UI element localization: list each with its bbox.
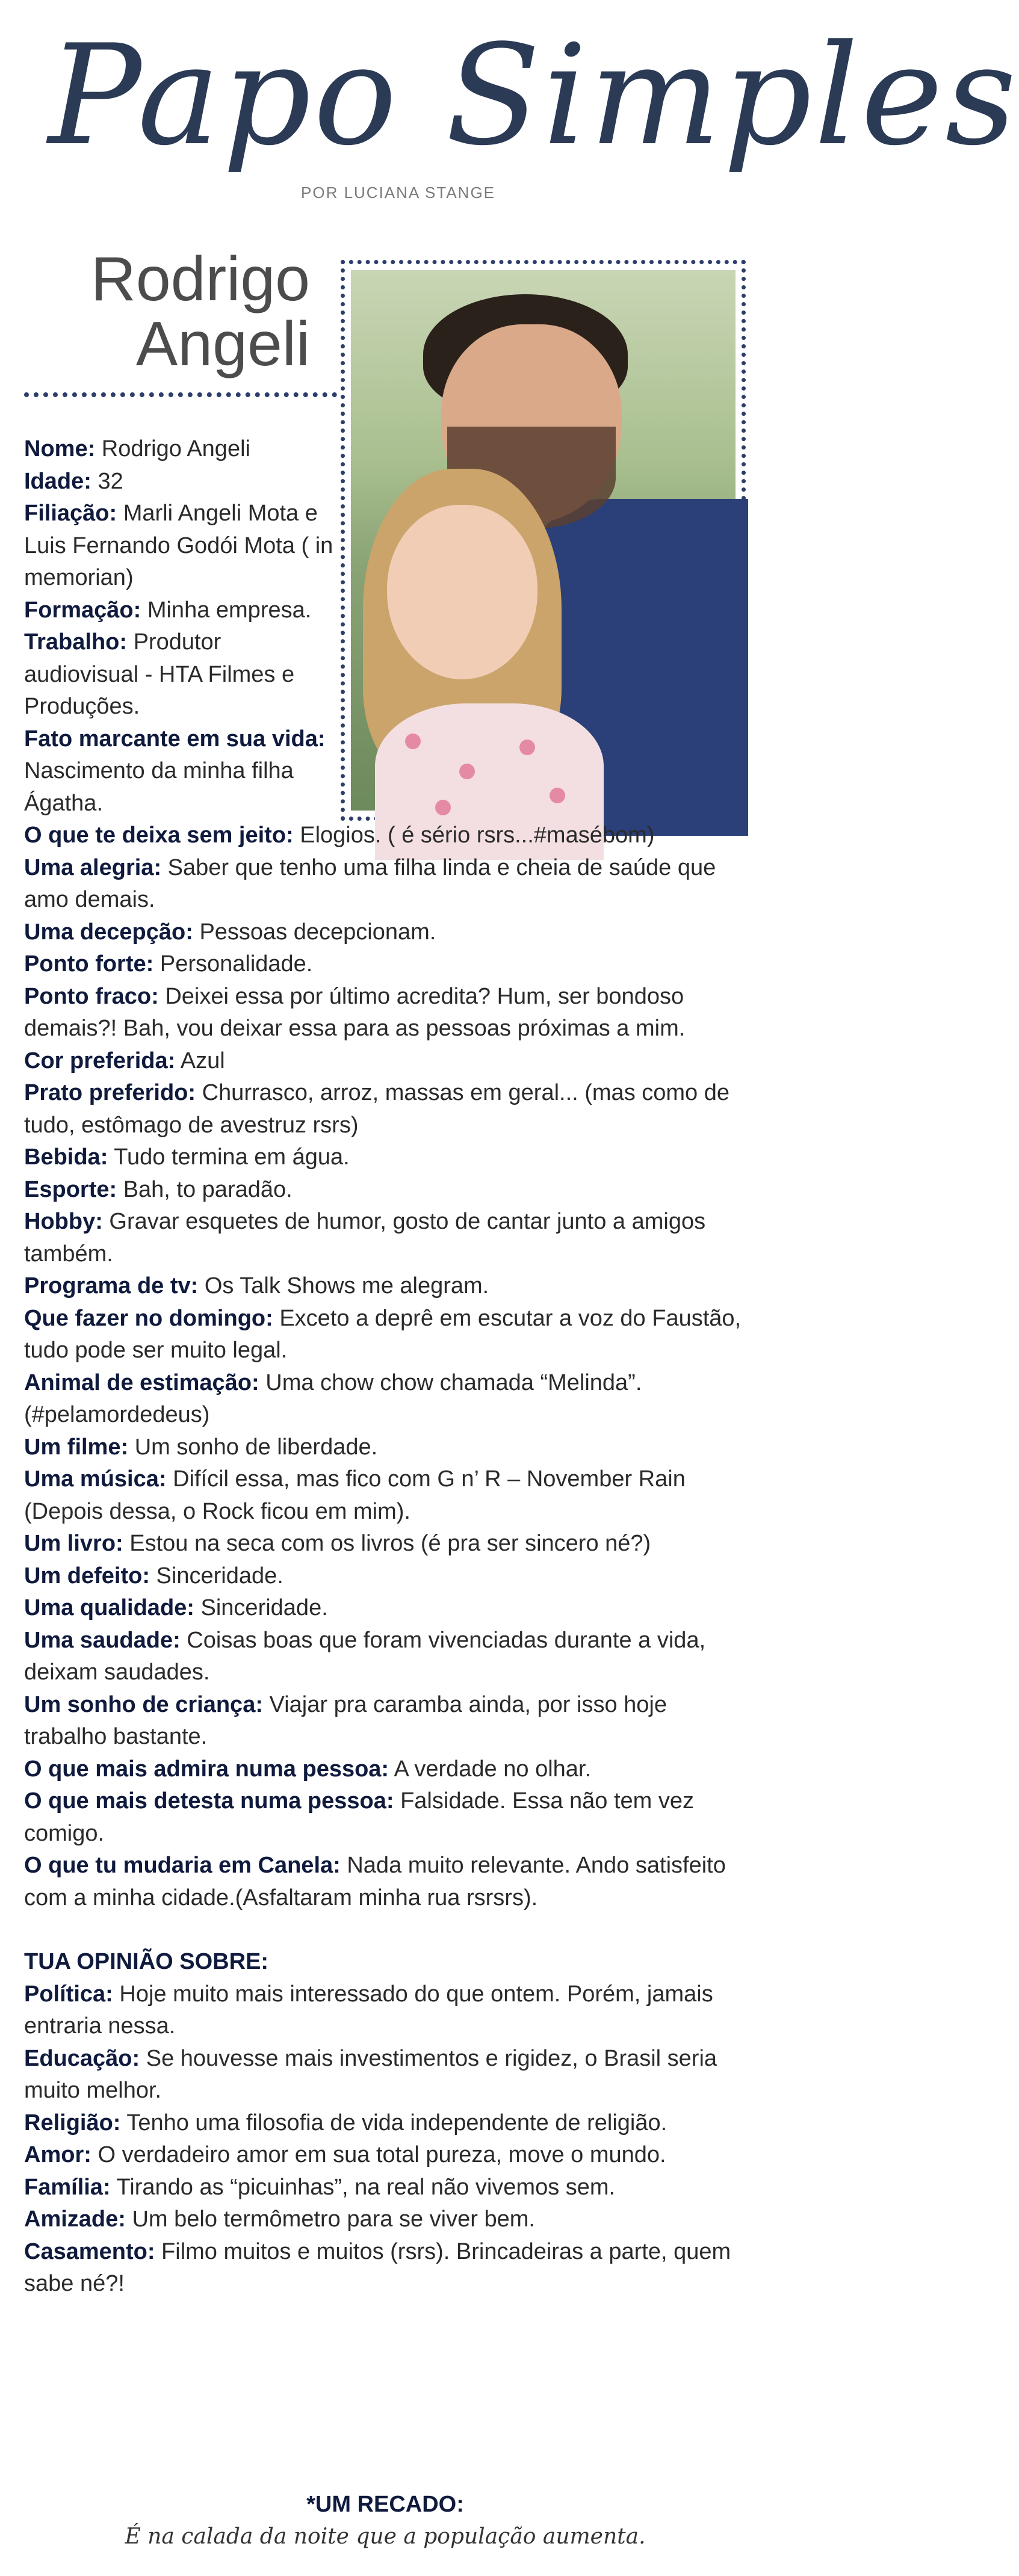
- field-value: Um belo termômetro para se viver bem.: [125, 2207, 535, 2232]
- field-label: Uma decepção:: [24, 919, 193, 945]
- field-value: Tudo termina em água.: [108, 1144, 350, 1170]
- field-row: [24, 1528, 746, 1560]
- field-label: Amizade:: [24, 2207, 126, 2232]
- field-label: Esporte:: [24, 1176, 117, 1202]
- name-divider: [24, 392, 337, 397]
- field-row: [24, 1141, 746, 1174]
- section-gap: [24, 1914, 746, 1946]
- field-label: O que mais admira numa pessoa:: [24, 1756, 389, 1782]
- message-text: É na calada da noite que a população aumenta.: [125, 2524, 646, 2549]
- field-value: Saber que tenho uma filha linda e cheia de saúde que amo demais.: [24, 854, 716, 912]
- field-label: Uma música:: [24, 1466, 167, 1492]
- field-row: [24, 916, 746, 949]
- field-label: Trabalho:: [24, 629, 128, 655]
- field-row: [24, 1174, 746, 1206]
- field-row: [24, 1625, 746, 1689]
- field-value: Falsidade. Essa não tem vez comigo.: [24, 1788, 695, 1846]
- field-row: [24, 1303, 746, 1367]
- field-value: Elogios. ( é sério rsrs...#masébom): [293, 823, 655, 848]
- message-title: *UM RECADO:: [306, 2492, 464, 2517]
- field-label: Uma saudade:: [24, 1627, 181, 1653]
- field-row: [24, 981, 746, 1045]
- field-row: [24, 2172, 746, 2204]
- field-row: [24, 466, 337, 498]
- field-label: Animal de estimação:: [24, 1370, 259, 1395]
- field-row: [24, 626, 337, 723]
- field-value: Pessoas decepcionam.: [193, 919, 436, 945]
- field-row: [24, 1785, 746, 1850]
- opinion-heading: TUA OPINIÃO SOBRE:: [24, 1949, 269, 1974]
- field-value: Produtor audiovisual - HTA Filmes e Produções.: [24, 629, 295, 719]
- field-value: Se houvesse mais investimentos e rigidez, o Brasil seria muito melhor.: [24, 2045, 717, 2103]
- field-value: Tirando as “picuinhas”, na real não vivemos sem.: [110, 2174, 616, 2200]
- field-row: [24, 948, 746, 981]
- field-label: Fato marcante em sua vida:: [24, 726, 326, 752]
- field-label: Ponto forte:: [24, 951, 154, 977]
- field-value: Filmo muitos e muitos (rsrs). Brincadeiras a parte, quem sabe né?!: [24, 2238, 731, 2296]
- field-label: Família:: [24, 2174, 111, 2200]
- field-label: Ponto fraco:: [24, 983, 159, 1009]
- field-value: Gravar esquetes de humor, gosto de cantar junto a amigos também.: [24, 1209, 706, 1267]
- field-value: Hoje muito mais interessado do que ontem. Porém, jamais entraria nessa.: [24, 1981, 713, 2039]
- field-label: Bebida:: [24, 1144, 108, 1170]
- field-row: [24, 1463, 746, 1528]
- opinion-fields: [24, 1978, 746, 2300]
- column-title: Papo Simples: [48, 16, 1019, 176]
- qa-fields: [24, 820, 746, 1914]
- field-value: Personalidade.: [153, 951, 313, 977]
- field-value: Deixei essa por último acredita? Hum, ser bondoso demais?! Bah, vou deixar essa para as pessoas próximas a mim.: [24, 983, 686, 1041]
- field-row: [24, 723, 337, 820]
- field-value: Nascimento da minha filha Ágatha.: [24, 758, 294, 816]
- field-value: Uma chow chow chamada “Melinda”. (#pelamordedeus): [24, 1370, 642, 1427]
- field-value: Exceto a deprê em escutar a voz do Faustão, tudo pode ser muito legal.: [24, 1305, 742, 1363]
- field-value: Sinceridade.: [194, 1595, 328, 1620]
- field-value: 32: [91, 468, 123, 494]
- field-row: [24, 1206, 746, 1270]
- field-label: Uma alegria:: [24, 854, 162, 880]
- field-label: Educação:: [24, 2045, 140, 2071]
- field-row: [24, 1850, 746, 1914]
- field-row: [24, 1592, 746, 1625]
- interview-body: [24, 433, 746, 2300]
- field-label: Amor:: [24, 2142, 91, 2167]
- field-label: O que mais detesta numa pessoa:: [24, 1788, 394, 1814]
- field-row: [24, 2043, 746, 2107]
- field-row: [24, 2236, 746, 2300]
- field-label: Um filme:: [24, 1434, 129, 1460]
- profile-fields: [24, 433, 337, 820]
- field-value: Viajar pra caramba ainda, por isso hoje trabalho bastante.: [24, 1691, 667, 1749]
- field-value: O verdadeiro amor em sua total pureza, move o mundo.: [91, 2142, 666, 2167]
- field-label: Um sonho de criança:: [24, 1691, 263, 1717]
- field-row: [24, 498, 337, 595]
- field-label: Programa de tv:: [24, 1273, 199, 1299]
- column-logo: [36, 12, 1019, 235]
- field-label: Cor preferida:: [24, 1048, 176, 1073]
- field-label: O que tu mudaria em Canela:: [24, 1853, 341, 1878]
- field-label: Um livro:: [24, 1531, 123, 1556]
- field-row: [24, 1367, 746, 1432]
- field-row: [24, 1270, 746, 1303]
- field-value: Estou na seca com os livros (é pra ser sincero né?): [123, 1531, 651, 1556]
- field-value: Um sonho de liberdade.: [128, 1434, 378, 1460]
- field-label: Hobby:: [24, 1209, 103, 1234]
- first-name: Rodrigo: [90, 244, 310, 314]
- field-label: Nome:: [24, 436, 96, 462]
- field-row: [24, 820, 746, 852]
- field-value: Bah, to paradão.: [117, 1176, 293, 1202]
- field-label: O que te deixa sem jeito:: [24, 823, 294, 848]
- field-label: Formação:: [24, 597, 141, 623]
- field-row: [24, 1560, 746, 1593]
- field-value: Tenho uma filosofia de vida independente de religião.: [120, 2110, 667, 2136]
- field-value: Os Talk Shows me alegram.: [198, 1273, 489, 1299]
- field-value: A verdade no olhar.: [389, 1756, 592, 1782]
- field-row: [24, 2139, 746, 2172]
- field-label: Um defeito:: [24, 1563, 150, 1589]
- field-row: [24, 1045, 746, 1078]
- field-label: Prato preferido:: [24, 1080, 196, 1105]
- field-row: [24, 433, 337, 466]
- field-row: [24, 2204, 746, 2236]
- field-value: Churrasco, arroz, massas em geral... (mas como de tudo, estômago de avestruz rsrs): [24, 1080, 729, 1138]
- field-value: Marli Angeli Mota e Luis Fernando Godói Mota ( in memorian): [24, 501, 333, 590]
- field-row: [24, 852, 746, 916]
- field-value: Difícil essa, mas fico com G n’ R – November Rain (Depois dessa, o Rock ficou em mim).: [24, 1466, 686, 1524]
- field-row: [24, 595, 337, 627]
- field-row: [24, 1432, 746, 1464]
- field-value: Azul: [175, 1048, 225, 1073]
- field-value: Nada muito relevante. Ando satisfeito com a minha cidade.(Asfaltaram minha rua rsrsrs).: [24, 1853, 726, 1910]
- field-row: [24, 1753, 746, 1786]
- last-name: Angeli: [135, 309, 310, 379]
- field-value: Rodrigo Angeli: [95, 436, 250, 462]
- field-label: Filiação:: [24, 501, 117, 526]
- field-row: [24, 2107, 746, 2140]
- field-label: Uma qualidade:: [24, 1595, 194, 1620]
- field-row: [24, 1978, 746, 2043]
- field-row: [24, 1077, 746, 1141]
- field-label: Religião:: [24, 2110, 121, 2136]
- field-row: [24, 1689, 746, 1753]
- field-label: Idade:: [24, 468, 91, 494]
- field-label: Que fazer no domingo:: [24, 1305, 273, 1331]
- field-value: Sinceridade.: [150, 1563, 283, 1589]
- field-value: Minha empresa.: [141, 597, 312, 623]
- field-label: Casamento:: [24, 2238, 155, 2264]
- interviewee-name: [24, 244, 310, 379]
- message-block: [0, 2488, 770, 2553]
- field-label: Política:: [24, 1981, 113, 2007]
- field-value: Coisas boas que foram vivenciadas durante a vida, deixam saudades.: [24, 1627, 706, 1685]
- column-byline: POR LUCIANA STANGE: [301, 184, 496, 202]
